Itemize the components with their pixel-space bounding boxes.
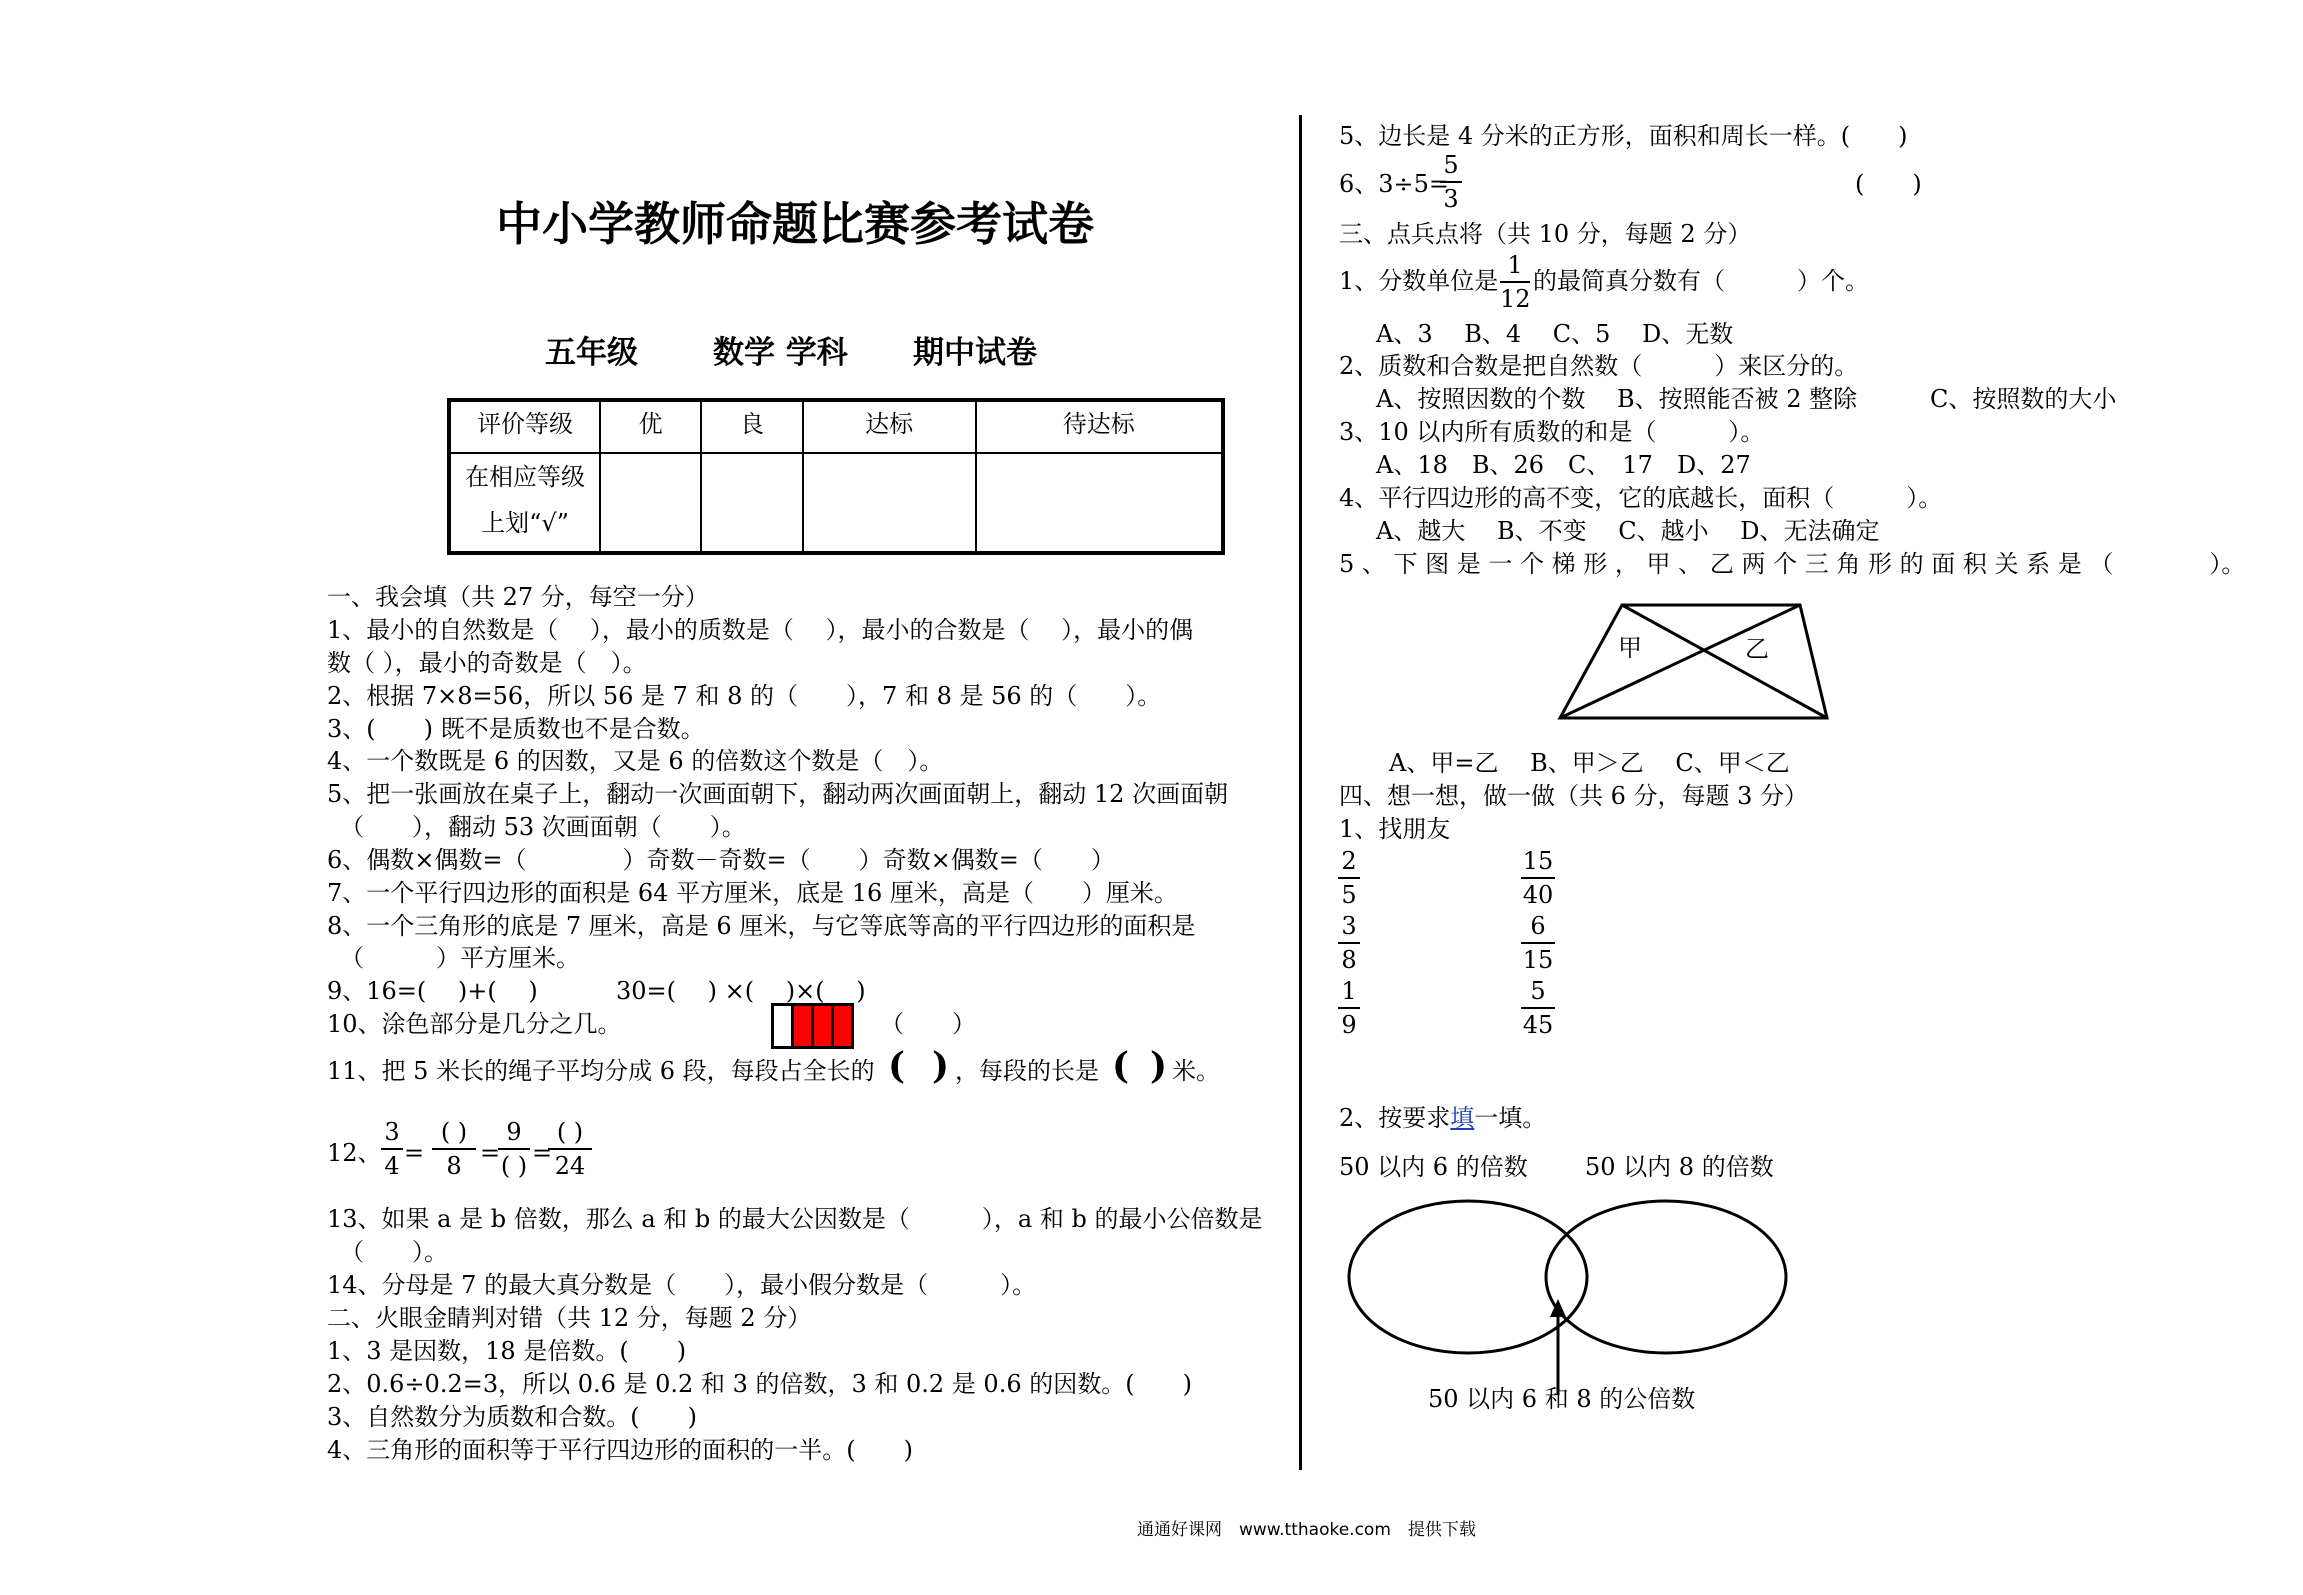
footer-source: 通通好课网 www.tthaoke.com 提供下载 xyxy=(1137,1520,1476,1540)
question-10: 10、涂色部分是几分之几。 xyxy=(327,1010,622,1038)
fraction-denominator: 15 xyxy=(1522,946,1554,974)
fraction-denominator: ( ) xyxy=(500,1152,528,1180)
choice-3-stem: 3、10 以内所有质数的和是（ ）。 xyxy=(1339,418,1765,446)
question-12-fraction-2 xyxy=(432,1117,476,1181)
question-11-blank1-close: ) xyxy=(932,1045,950,1087)
section-1-heading: 一、我会填（共 27 分，每空一分） xyxy=(327,583,709,611)
venn-left-label: 50 以内 6 的倍数 xyxy=(1339,1153,1528,1181)
question-7: 7、一个平行四边形的面积是 64 平方厘米，底是 16 厘米，高是（ ）厘米。 xyxy=(327,879,1178,907)
task-2-suffix: 一填。 xyxy=(1474,1104,1547,1132)
question-1-line2: 数（ ），最小的奇数是（ ）。 xyxy=(327,649,647,677)
section-2-heading: 二、火眼金睛判对错（共 12 分，每题 2 分） xyxy=(327,1304,812,1332)
question-14: 14、分母是 7 的最大真分数是（ ），最小假分数是（ ）。 xyxy=(327,1271,1037,1299)
grading-header-cell: 待达标 xyxy=(976,400,1223,453)
choice-1-options: A、3 B、4 C、5 D、无数 xyxy=(1376,320,1734,348)
fraction-numerator: 1 xyxy=(1507,251,1523,279)
venn-diagram xyxy=(1345,1195,1790,1395)
choice-5-stem: 5 、 下 图 是 一 个 梯 形 ， 甲 、 乙 两 个 三 角 形 的 面 积 关 系 是 （ ）。 xyxy=(1339,550,2246,578)
venn-right-label: 50 以内 8 的倍数 xyxy=(1585,1153,1774,1181)
fraction-numerator: 9 xyxy=(506,1118,522,1146)
question-10-blank: （ ） xyxy=(880,1010,976,1038)
grading-row-label xyxy=(449,453,600,553)
fraction-numerator: 15 xyxy=(1522,847,1554,875)
question-3: 3、( ) 既不是质数也不是合数。 xyxy=(327,715,705,743)
question-1-line1: 1、最小的自然数是（ ），最小的质数是（ ），最小的合数是（ ），最小的偶 xyxy=(327,616,1194,644)
fraction-denominator: 5 xyxy=(1341,881,1357,909)
question-12-equals: = xyxy=(404,1139,425,1167)
choice-4-options: A、越大 B、不变 C、越小 D、无法确定 xyxy=(1376,517,1880,545)
task-2-heading xyxy=(1339,1102,1546,1134)
question-13-line2: （ ）。 xyxy=(340,1238,448,1266)
fraction-denominator: 9 xyxy=(1341,1011,1357,1039)
triangle-yi-label: 乙 xyxy=(1745,635,1769,663)
task-2-prefix: 2、按要求 xyxy=(1339,1104,1451,1132)
question-11-part2: ，每段的长是 xyxy=(955,1057,1099,1085)
question-11-blank1-open: ( xyxy=(888,1045,906,1087)
judge-6-blank: ( ) xyxy=(1855,170,1922,198)
choice-2-options-c: C、按照数的大小 xyxy=(1930,385,2117,413)
choice-1-fraction xyxy=(1500,250,1530,314)
choice-1-stem-start: 1、分数单位是 xyxy=(1339,267,1499,295)
grading-mark-cell[interactable] xyxy=(803,453,976,553)
grading-header-cell: 达标 xyxy=(803,400,976,453)
fraction-numerator: ( ) xyxy=(440,1118,468,1146)
fraction-denominator: 45 xyxy=(1522,1011,1554,1039)
fraction-numerator: 5 xyxy=(1443,151,1459,179)
grading-table xyxy=(447,398,1225,555)
judge-1: 1、3 是因数，18 是倍数。( ) xyxy=(327,1337,687,1365)
question-11-part3: 米。 xyxy=(1172,1057,1220,1085)
section-3-heading: 三、点兵点将（共 10 分，每题 2 分） xyxy=(1339,220,1752,248)
grading-mark-cell[interactable] xyxy=(976,453,1223,553)
question-5-line2: （ ），翻动 53 次画面朝（ ）。 xyxy=(340,813,746,841)
shaded-fraction-figure xyxy=(771,1003,854,1049)
friend-right-fraction xyxy=(1521,846,1555,910)
question-12-fraction-4 xyxy=(548,1117,592,1181)
question-8-line1: 8、一个三角形的底是 7 厘米，高是 6 厘米，与它等底等高的平行四边形的面积是 xyxy=(327,912,1196,940)
question-13-line1: 13、如果 a 是 b 倍数，那么 a 和 b 的最大公因数是（ ），a 和 b 的最小公倍数是 xyxy=(327,1205,1263,1233)
choice-1-stem-end: 的最简真分数有（ ）个。 xyxy=(1533,267,1869,295)
fraction-numerator: 2 xyxy=(1341,847,1357,875)
venn-common-label: 50 以内 6 和 8 的公倍数 xyxy=(1428,1385,1696,1413)
grade-label: 五年级 xyxy=(545,335,638,371)
fraction-denominator: 8 xyxy=(1341,946,1357,974)
fraction-denominator: 40 xyxy=(1522,881,1554,909)
fraction-numerator: 6 xyxy=(1530,912,1546,940)
question-11-blank2-close: ) xyxy=(1150,1045,1168,1087)
grading-header-cell: 优 xyxy=(600,400,701,453)
question-5-line1: 5、把一张画放在桌子上，翻动一次画面朝下，翻动两次画面朝上，翻动 12 次画面朝 xyxy=(327,780,1229,808)
fraction-numerator: 5 xyxy=(1530,977,1546,1005)
fraction-denominator: 12 xyxy=(1500,285,1531,313)
judge-3: 3、自然数分为质数和合数。( ) xyxy=(327,1403,697,1431)
grading-header-cell: 良 xyxy=(701,400,802,453)
grading-header-cell: 评价等级 xyxy=(449,400,600,453)
grading-mark-cell[interactable] xyxy=(701,453,802,553)
choice-4-stem: 4、平行四边形的高不变，它的底越长，面积（ ）。 xyxy=(1339,484,1943,512)
fraction-numerator: 3 xyxy=(1341,912,1357,940)
choice-2-options-ab: A、按照因数的个数 B、按照能否被 2 整除 xyxy=(1376,385,1858,413)
fraction-denominator: 8 xyxy=(446,1152,462,1180)
task-1-heading: 1、找朋友 xyxy=(1339,815,1451,843)
exam-type-label: 期中试卷 xyxy=(913,335,1037,371)
judge-2: 2、0.6÷0.2=3，所以 0.6 是 0.2 和 3 的倍数，3 和 0.2 是 0.6 的因数。( ) xyxy=(327,1370,1192,1398)
question-6: 6、偶数×偶数=（ ）奇数－奇数=（ ）奇数×偶数=（ ） xyxy=(327,846,1115,874)
question-4: 4、一个数既是 6 的因数，又是 6 的倍数这个数是（ ）。 xyxy=(327,747,944,775)
question-11-part1: 11、把 5 米长的绳子平均分成 6 段，每段占全长的 xyxy=(327,1057,875,1085)
question-12-fraction-3 xyxy=(498,1117,530,1181)
grading-row-label-line2: 上划“√” xyxy=(481,509,569,537)
friend-right-fraction xyxy=(1521,911,1555,975)
fill-link[interactable]: 填 xyxy=(1450,1104,1475,1132)
fraction-denominator: 24 xyxy=(554,1152,586,1180)
triangle-jia-label: 甲 xyxy=(1618,634,1642,662)
question-12-label: 12、 xyxy=(327,1139,382,1167)
choice-5-options: A、甲=乙 B、甲＞乙 C、甲＜乙 xyxy=(1389,749,1790,777)
question-9-part1: 9、16=( )+( ) xyxy=(327,977,538,1005)
trapezoid-figure xyxy=(1555,600,1835,725)
subject-label: 数学 学科 xyxy=(713,335,848,371)
fraction-numerator: ( ) xyxy=(556,1118,584,1146)
friend-left-fraction xyxy=(1338,911,1360,975)
judge-5: 5、边长是 4 分米的正方形，面积和周长一样。( ) xyxy=(1339,122,1908,150)
grading-mark-cell[interactable] xyxy=(600,453,701,553)
exam-title: 中小学教师命题比赛参考试卷 xyxy=(496,197,1094,251)
fraction-denominator: 4 xyxy=(384,1152,400,1180)
question-2: 2、根据 7×8=56，所以 56 是 7 和 8 的（ ），7 和 8 是 56 的（ ）。 xyxy=(327,682,1162,710)
judge-4: 4、三角形的面积等于平行四边形的面积的一半。( ) xyxy=(327,1436,913,1464)
grading-row-label-line1: 在相应等级 xyxy=(465,463,585,491)
question-12-equals: = xyxy=(480,1139,501,1167)
fraction-numerator: 1 xyxy=(1341,977,1357,1005)
choice-3-options: A、18 B、26 C、 17 D、27 xyxy=(1376,451,1751,479)
fraction-denominator: 3 xyxy=(1443,185,1459,213)
choice-2-stem: 2、质数和合数是把自然数（ ）来区分的。 xyxy=(1339,352,1859,380)
question-11-blank2-open: ( xyxy=(1112,1045,1130,1087)
friend-left-fraction xyxy=(1338,976,1360,1040)
fraction-numerator: 3 xyxy=(384,1118,400,1146)
question-9-part2: 30=( ) ×( )×( ) xyxy=(616,977,866,1005)
question-8-line2: （ ）平方厘米。 xyxy=(340,944,580,972)
friend-right-fraction xyxy=(1521,976,1555,1040)
judge-6-fraction xyxy=(1440,150,1462,214)
question-12-equals: = xyxy=(532,1139,553,1167)
column-divider xyxy=(1299,115,1302,1470)
section-4-heading: 四、想一想，做一做（共 6 分，每题 3 分） xyxy=(1339,782,1809,810)
question-12-fraction-1 xyxy=(381,1117,403,1181)
friend-left-fraction xyxy=(1338,846,1360,910)
judge-6-expression: 6、3÷5= xyxy=(1339,170,1450,198)
